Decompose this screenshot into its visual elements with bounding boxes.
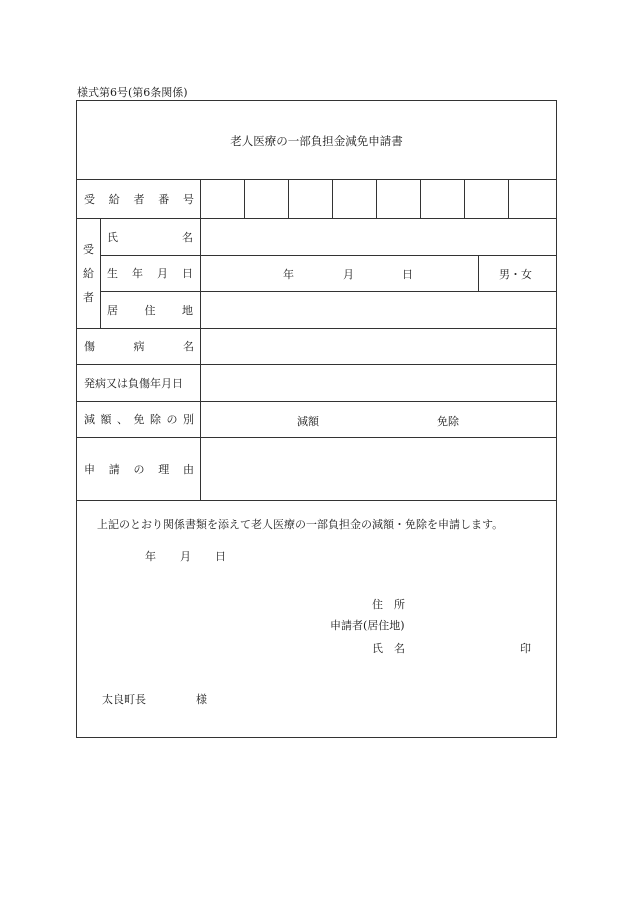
number-box-divider <box>244 179 245 218</box>
number-box-divider <box>464 179 465 218</box>
applicant-address-label: 住 所 <box>372 598 405 611</box>
number-box-divider <box>332 179 333 218</box>
number-box-divider <box>420 179 421 218</box>
number-box-divider <box>376 179 377 218</box>
seal-mark: 印 <box>520 642 531 655</box>
rule-label-col <box>200 179 201 500</box>
birth-day-label: 日 <box>402 268 413 281</box>
birth-date-label: 生 年 月 日 <box>107 267 193 280</box>
sex-options[interactable]: 男・女 <box>499 268 532 281</box>
reduction-type-label: 減 額 、 免 除 の 別 <box>84 413 194 426</box>
applicant-label: 申請者(居住地) <box>330 619 405 632</box>
number-box-divider <box>288 179 289 218</box>
birth-year-label: 年 <box>283 268 294 281</box>
number-box-divider <box>508 179 509 218</box>
recipient-group-label: 受 給 者 <box>83 243 94 304</box>
form-title: 老人医療の一部負担金減免申請書 <box>230 134 403 148</box>
recipient-number-label: 受 給 者 番 号 <box>84 192 194 206</box>
applicant-name-label: 氏 名 <box>372 642 405 655</box>
application-year-label: 年 <box>145 550 156 563</box>
application-day-label: 日 <box>215 550 226 563</box>
addressee-honorific: 様 <box>196 693 207 706</box>
birth-month-label: 月 <box>343 268 354 281</box>
onset-date-label: 発病又は負傷年月日 <box>84 376 183 390</box>
rule-reason <box>77 500 556 501</box>
form-number: 様式第6号(第6条関係) <box>77 86 188 99</box>
injury-name-label: 傷 病 名 <box>84 340 194 353</box>
name-label: 氏 名 <box>107 230 193 244</box>
reduction-option[interactable]: 減額 <box>297 415 319 428</box>
reason-label: 申 請 の 理 由 <box>84 462 194 476</box>
exemption-option[interactable]: 免除 <box>437 415 459 428</box>
rule-recipient-group <box>100 218 101 328</box>
application-month-label: 月 <box>180 550 191 563</box>
declaration-text: 上記のとおり関係書類を添えて老人医療の一部負担金の減額・免除を申請します。 <box>97 518 504 531</box>
residence-label: 居 住 地 <box>107 303 193 317</box>
addressee-office: 太良町長 <box>102 693 146 706</box>
rule-sex-col <box>478 255 479 291</box>
